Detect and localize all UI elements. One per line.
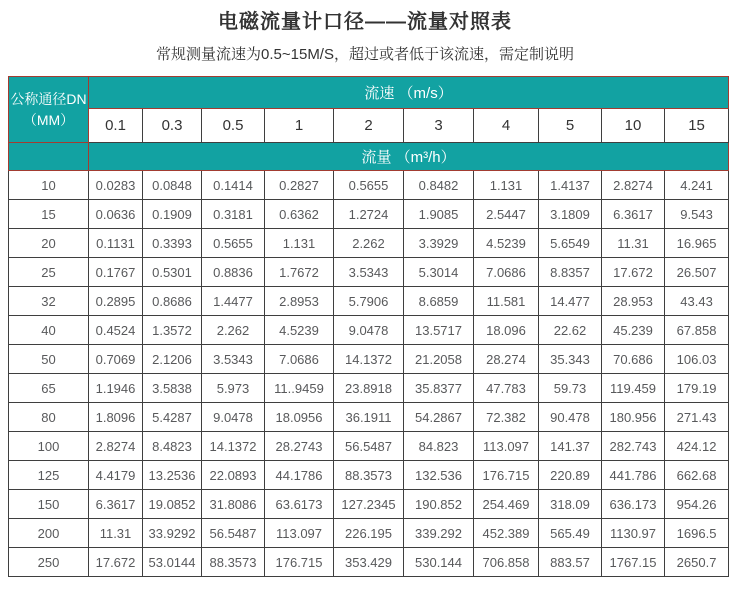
flow-value: 22.0893 — [202, 461, 265, 490]
flow-value: 22.62 — [539, 316, 602, 345]
speed-column-15: 15 — [665, 109, 729, 143]
table-row-dn-40 — [9, 316, 729, 345]
flow-value: 59.73 — [539, 374, 602, 403]
flow-value: 883.57 — [539, 548, 602, 577]
flow-value: 67.858 — [665, 316, 729, 345]
speed-column-3: 3 — [404, 109, 474, 143]
flow-value: 8.6859 — [404, 287, 474, 316]
speed-header-row — [9, 77, 729, 109]
dn-value: 200 — [9, 519, 89, 548]
flow-value: 33.9292 — [143, 519, 202, 548]
flow-value: 2.5447 — [474, 200, 539, 229]
flow-value: 5.4287 — [143, 403, 202, 432]
table-row-dn-15 — [9, 200, 729, 229]
flow-value: 339.292 — [404, 519, 474, 548]
flow-value: 1.2724 — [334, 200, 404, 229]
flow-value: 1.8096 — [89, 403, 143, 432]
table-row-dn-200 — [9, 519, 729, 548]
flow-value: 0.5655 — [334, 171, 404, 200]
flow-value: 636.173 — [602, 490, 665, 519]
dn-value: 15 — [9, 200, 89, 229]
flow-value: 35.8377 — [404, 374, 474, 403]
flow-value: 88.3573 — [334, 461, 404, 490]
flow-value: 3.5838 — [143, 374, 202, 403]
flow-value: 0.3393 — [143, 229, 202, 258]
flow-value: 1.1946 — [89, 374, 143, 403]
flow-value: 9.0478 — [334, 316, 404, 345]
flow-value: 1.131 — [474, 171, 539, 200]
flow-value: 282.743 — [602, 432, 665, 461]
dn-value: 25 — [9, 258, 89, 287]
dn-value: 20 — [9, 229, 89, 258]
flow-value: 9.0478 — [202, 403, 265, 432]
table-row-dn-250 — [9, 548, 729, 577]
flow-value: 1.131 — [265, 229, 334, 258]
dn-value: 40 — [9, 316, 89, 345]
flow-value: 17.672 — [602, 258, 665, 287]
flow-value: 4.4179 — [89, 461, 143, 490]
flow-value: 56.5487 — [334, 432, 404, 461]
table-row-dn-25 — [9, 258, 729, 287]
flow-value: 565.49 — [539, 519, 602, 548]
flow-value: 119.459 — [602, 374, 665, 403]
flow-value: 7.0686 — [265, 345, 334, 374]
flow-value: 63.6173 — [265, 490, 334, 519]
flow-value: 1767.15 — [602, 548, 665, 577]
speed-header: 流速 （m/s） — [89, 77, 729, 109]
flow-value: 226.195 — [334, 519, 404, 548]
flow-value: 26.507 — [665, 258, 729, 287]
flow-value: 0.0848 — [143, 171, 202, 200]
flow-value: 28.2743 — [265, 432, 334, 461]
flow-value: 11.31 — [602, 229, 665, 258]
flow-value: 0.0636 — [89, 200, 143, 229]
flow-value: 113.097 — [474, 432, 539, 461]
speed-column-10: 10 — [602, 109, 665, 143]
flow-value: 2.8953 — [265, 287, 334, 316]
flow-value: 4.5239 — [474, 229, 539, 258]
table-row-dn-32 — [9, 287, 729, 316]
table-row-dn-50 — [9, 345, 729, 374]
dn-corner-line1: 公称通径DN — [10, 91, 87, 108]
flow-value: 0.2895 — [89, 287, 143, 316]
flow-value: 1.3572 — [143, 316, 202, 345]
flow-value: 3.5343 — [334, 258, 404, 287]
dn-value: 100 — [9, 432, 89, 461]
flow-value: 0.1909 — [143, 200, 202, 229]
flow-value: 0.1767 — [89, 258, 143, 287]
flow-value: 954.26 — [665, 490, 729, 519]
flow-value: 11.31 — [89, 519, 143, 548]
flow-value: 254.469 — [474, 490, 539, 519]
flow-value: 2.262 — [334, 229, 404, 258]
flow-value: 72.382 — [474, 403, 539, 432]
flow-value: 424.12 — [665, 432, 729, 461]
flow-value: 1.7672 — [265, 258, 334, 287]
speed-column-0.1: 0.1 — [89, 109, 143, 143]
flow-value: 84.823 — [404, 432, 474, 461]
flow-value: 0.7069 — [89, 345, 143, 374]
flow-value: 23.8918 — [334, 374, 404, 403]
speed-column-0.5: 0.5 — [202, 109, 265, 143]
table-row-dn-65 — [9, 374, 729, 403]
dn-value: 80 — [9, 403, 89, 432]
flow-value: 220.89 — [539, 461, 602, 490]
flow-value: 14.1372 — [334, 345, 404, 374]
table-row-dn-100 — [9, 432, 729, 461]
dn-value: 10 — [9, 171, 89, 200]
flow-value: 176.715 — [265, 548, 334, 577]
dn-value: 50 — [9, 345, 89, 374]
flow-value: 70.686 — [602, 345, 665, 374]
flow-value: 106.03 — [665, 345, 729, 374]
dn-value: 65 — [9, 374, 89, 403]
flow-value: 5.3014 — [404, 258, 474, 287]
flow-value: 8.4823 — [143, 432, 202, 461]
flow-value: 13.2536 — [143, 461, 202, 490]
flow-value: 18.096 — [474, 316, 539, 345]
flow-value: 54.2867 — [404, 403, 474, 432]
flow-value: 3.5343 — [202, 345, 265, 374]
flow-value: 180.956 — [602, 403, 665, 432]
flow-value: 190.852 — [404, 490, 474, 519]
flow-value: 28.953 — [602, 287, 665, 316]
flow-header: 流量 （m³/h） — [89, 143, 729, 171]
flow-value: 13.5717 — [404, 316, 474, 345]
flow-value: 6.3617 — [89, 490, 143, 519]
flow-value: 132.536 — [404, 461, 474, 490]
flow-value: 179.19 — [665, 374, 729, 403]
flow-value: 0.8482 — [404, 171, 474, 200]
dn-value: 32 — [9, 287, 89, 316]
flow-value: 2.8274 — [89, 432, 143, 461]
flow-value: 45.239 — [602, 316, 665, 345]
flow-value: 1696.5 — [665, 519, 729, 548]
flow-value: 0.3181 — [202, 200, 265, 229]
flow-value: 11..9459 — [265, 374, 334, 403]
flow-value: 318.09 — [539, 490, 602, 519]
flow-value: 4.5239 — [265, 316, 334, 345]
flow-value: 530.144 — [404, 548, 474, 577]
table-row-dn-80 — [9, 403, 729, 432]
flow-value: 28.274 — [474, 345, 539, 374]
flow-value: 7.0686 — [474, 258, 539, 287]
flow-value: 5.6549 — [539, 229, 602, 258]
speed-column-4: 4 — [474, 109, 539, 143]
flow-value: 18.0956 — [265, 403, 334, 432]
flow-value: 14.1372 — [202, 432, 265, 461]
flow-value: 56.5487 — [202, 519, 265, 548]
flow-value: 706.858 — [474, 548, 539, 577]
flow-value: 176.715 — [474, 461, 539, 490]
flow-value: 9.543 — [665, 200, 729, 229]
flow-value: 127.2345 — [334, 490, 404, 519]
flow-value: 5.7906 — [334, 287, 404, 316]
flow-value: 14.477 — [539, 287, 602, 316]
flow-value: 662.68 — [665, 461, 729, 490]
page-subtitle: 常规测量流速为0.5~15M/S，超过或者低于该流速，需定制说明 — [156, 46, 574, 63]
flow-value: 8.8357 — [539, 258, 602, 287]
flow-value: 47.783 — [474, 374, 539, 403]
flow-value: 452.389 — [474, 519, 539, 548]
flow-value: 0.5655 — [202, 229, 265, 258]
dn-corner-header — [9, 77, 89, 143]
flow-value: 0.2827 — [265, 171, 334, 200]
flow-value: 4.241 — [665, 171, 729, 200]
dn-value: 150 — [9, 490, 89, 519]
flow-value: 1.9085 — [404, 200, 474, 229]
speed-column-5: 5 — [539, 109, 602, 143]
flow-value: 2650.7 — [665, 548, 729, 577]
table-row-dn-10 — [9, 171, 729, 200]
flow-value: 17.672 — [89, 548, 143, 577]
dn-value: 125 — [9, 461, 89, 490]
speed-column-0.3: 0.3 — [143, 109, 202, 143]
flow-value: 0.5301 — [143, 258, 202, 287]
flow-value: 0.1131 — [89, 229, 143, 258]
flow-value: 141.37 — [539, 432, 602, 461]
flow-value: 353.429 — [334, 548, 404, 577]
flow-value: 19.0852 — [143, 490, 202, 519]
speed-column-1: 1 — [265, 109, 334, 143]
table-row-dn-150 — [9, 490, 729, 519]
flow-header-row — [9, 143, 729, 171]
flow-value: 0.0283 — [89, 171, 143, 200]
dn-value: 250 — [9, 548, 89, 577]
flow-value: 53.0144 — [143, 548, 202, 577]
speed-column-2: 2 — [334, 109, 404, 143]
flow-value: 0.8836 — [202, 258, 265, 287]
flow-value: 0.6362 — [265, 200, 334, 229]
flow-value: 43.43 — [665, 287, 729, 316]
flow-value: 3.3929 — [404, 229, 474, 258]
flow-value: 0.8686 — [143, 287, 202, 316]
flow-value: 2.8274 — [602, 171, 665, 200]
flow-comparison-table — [8, 76, 729, 577]
page-title: 电磁流量计口径——流量对照表 — [218, 11, 512, 33]
flow-value: 0.1414 — [202, 171, 265, 200]
flow-value: 35.343 — [539, 345, 602, 374]
flow-value: 2.262 — [202, 316, 265, 345]
flow-value: 1.4137 — [539, 171, 602, 200]
flow-value: 3.1809 — [539, 200, 602, 229]
flow-value: 0.4524 — [89, 316, 143, 345]
flow-value: 271.43 — [665, 403, 729, 432]
flow-value: 113.097 — [265, 519, 334, 548]
flow-value: 16.965 — [665, 229, 729, 258]
table-row-dn-125 — [9, 461, 729, 490]
table-row-dn-20 — [9, 229, 729, 258]
dn-corner-line2: （MM） — [22, 111, 75, 128]
flow-value: 36.1911 — [334, 403, 404, 432]
speed-values-row — [9, 109, 729, 143]
flow-value: 31.8086 — [202, 490, 265, 519]
flow-value: 11.581 — [474, 287, 539, 316]
flow-value: 6.3617 — [602, 200, 665, 229]
flow-value: 5.973 — [202, 374, 265, 403]
flow-value: 21.2058 — [404, 345, 474, 374]
flow-value: 2.1206 — [143, 345, 202, 374]
flow-value: 1130.97 — [602, 519, 665, 548]
flow-value: 1.4477 — [202, 287, 265, 316]
flow-value: 441.786 — [602, 461, 665, 490]
empty-corner-cell — [9, 143, 89, 171]
flow-value: 44.1786 — [265, 461, 334, 490]
flow-value: 90.478 — [539, 403, 602, 432]
flow-value: 88.3573 — [202, 548, 265, 577]
